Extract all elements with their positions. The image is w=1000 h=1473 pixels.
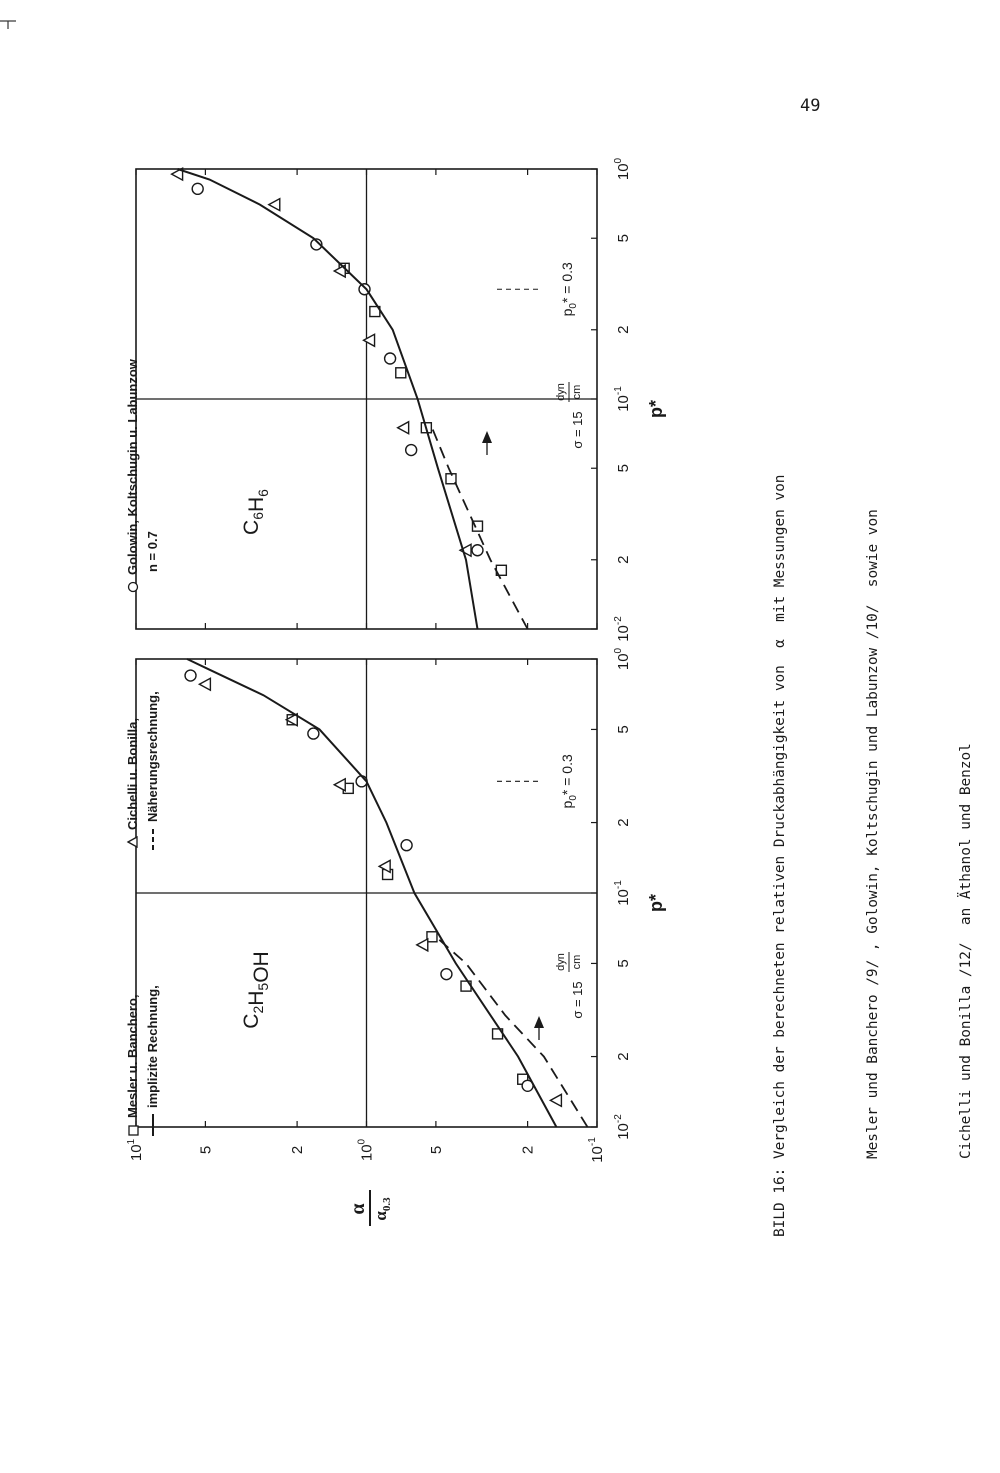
x-tick-label: 5	[615, 725, 632, 734]
marker-circle	[472, 545, 483, 556]
formula-subscript: 5	[255, 982, 271, 991]
y-axis	[126, 1137, 606, 1226]
chart-panel-ethanol	[136, 647, 666, 1139]
reference-label-p: p	[559, 800, 575, 809]
formula-text: C	[240, 1013, 263, 1029]
y-tick-label: $10^1$	[126, 1138, 145, 1162]
caption-line-1: BILD 16: Vergleich der berechneten relativen Druckabhängigkeit von α mit Messungen von	[772, 474, 788, 1237]
x-tick-label: 5	[615, 959, 632, 968]
y-tick-label: 2	[519, 1145, 537, 1155]
marker-circle	[401, 840, 412, 851]
legend-naeherung: Näherungsrechnung,	[145, 691, 160, 822]
sigma-unit-den: cm	[571, 954, 583, 970]
sigma-unit-den: cm	[571, 384, 583, 400]
legend-marker-square	[129, 1126, 138, 1135]
x-tick-label-exp: -2	[613, 1114, 624, 1124]
x-tick-label: $10^0$	[613, 647, 632, 671]
y-axis-label-alpha: α	[371, 1211, 390, 1221]
marker-circle	[441, 969, 452, 980]
marker-triangle	[417, 939, 428, 951]
formula-subscript: 6	[250, 512, 266, 520]
y-axis-label-denominator	[371, 1197, 393, 1221]
y-tick-label-exp: -1	[587, 1137, 598, 1147]
formula-subscript: 6	[255, 489, 271, 497]
page-number: 49	[800, 96, 821, 116]
y-tick-label: $10^0$	[356, 1138, 376, 1162]
sigma-unit-num: dyn	[555, 953, 567, 971]
sigma-label	[570, 411, 585, 448]
caption-line-3: Cichelli und Bonilla /12/ an Äthanol und Benzol	[958, 743, 974, 1237]
sigma-label-main: σ = 15	[570, 411, 585, 449]
marker-circle	[185, 670, 196, 681]
legend-n-value: n = 0.7	[145, 531, 160, 572]
marker-triangle	[269, 199, 280, 211]
x-tick-label: 5	[615, 464, 632, 473]
legend-golowin: Golowin, Koltschugin u. Labunzow	[125, 359, 140, 575]
x-tick-label: $10^0$	[613, 157, 632, 181]
sigma-arrow-head	[482, 431, 492, 443]
legend-marker-triangle	[128, 837, 137, 847]
panel-title	[240, 489, 271, 535]
reference-label-p: p	[559, 308, 575, 317]
marker-square	[396, 368, 406, 378]
formula-text: H	[245, 990, 268, 1006]
x-tick-label: 2	[615, 818, 632, 827]
panel-title	[240, 951, 273, 1028]
x-axis-label: p*	[646, 894, 666, 912]
y-tick-label-exp: 0	[356, 1138, 368, 1145]
marker-triangle	[550, 1094, 561, 1106]
panels	[136, 157, 666, 1139]
x-tick-label: 5	[615, 234, 632, 243]
x-tick-label-exp: 0	[613, 157, 624, 164]
marker-circle	[192, 183, 203, 194]
marker-triangle	[398, 422, 409, 434]
y-tick-label-exp: 1	[126, 1138, 137, 1145]
x-tick-label: $10^{-1}$	[613, 880, 632, 906]
legend-marker-circle	[129, 583, 138, 592]
marker-triangle	[199, 678, 210, 690]
sigma-label-main: σ = 15	[570, 981, 585, 1019]
sigma-label	[570, 981, 585, 1018]
caption-line-2: Mesler und Banchero /9/ , Golowin, Koltschugin und Labunzow /10/ sowie von	[865, 509, 881, 1237]
x-tick-label-exp: -1	[613, 880, 624, 890]
legend-implizit: implizite Rechnung,	[145, 985, 160, 1108]
reference-label	[559, 262, 579, 316]
reference-label-val: * = 0.3	[559, 754, 575, 796]
reference-label-sub: 0	[568, 303, 579, 309]
marker-circle	[406, 445, 417, 456]
chart-panel-benzene	[136, 157, 666, 641]
y-axis-label-numerator: α	[347, 1203, 369, 1215]
sigma-unit-num: dyn	[555, 383, 567, 401]
marker-circle	[308, 728, 319, 739]
x-tick-label: 2	[615, 1052, 632, 1061]
x-tick-label-exp: -2	[613, 616, 624, 626]
reference-label	[559, 754, 579, 808]
x-tick-label: $10^{-2}$	[613, 1114, 632, 1140]
sigma-arrow-head	[534, 1016, 544, 1028]
x-tick-label: 2	[615, 555, 632, 564]
formula-subscript: 2	[250, 1005, 266, 1014]
y-tick-label: 2	[289, 1145, 307, 1155]
x-tick-label-exp: -1	[613, 386, 624, 396]
y-tick-label: 5	[427, 1145, 445, 1155]
x-tick-label: 2	[615, 325, 632, 334]
x-tick-label-exp: 0	[613, 647, 624, 654]
y-tick-label: 5	[197, 1145, 215, 1155]
x-tick-label: $10^{-2}$	[613, 616, 632, 642]
reference-label-val: * = 0.3	[559, 262, 575, 304]
legend	[125, 358, 160, 1136]
marker-triangle	[334, 779, 345, 791]
legend-mesler: Mesler u. Banchero,	[125, 994, 140, 1118]
y-axis-label-sub: 0.3	[381, 1197, 393, 1212]
x-tick-label: $10^{-1}$	[613, 386, 632, 412]
legend-cichelli: Cichelli u. Bonilla,	[125, 718, 140, 830]
formula-text: H	[245, 496, 268, 512]
reference-label-sub: 0	[568, 795, 579, 801]
marker-triangle	[364, 334, 375, 346]
x-axis-label: p*	[646, 400, 666, 418]
formula-text: C	[240, 519, 263, 535]
formula-text: OH	[250, 951, 273, 983]
y-tick-label: $10^{-1}$	[587, 1137, 606, 1163]
marker-circle	[385, 353, 396, 364]
